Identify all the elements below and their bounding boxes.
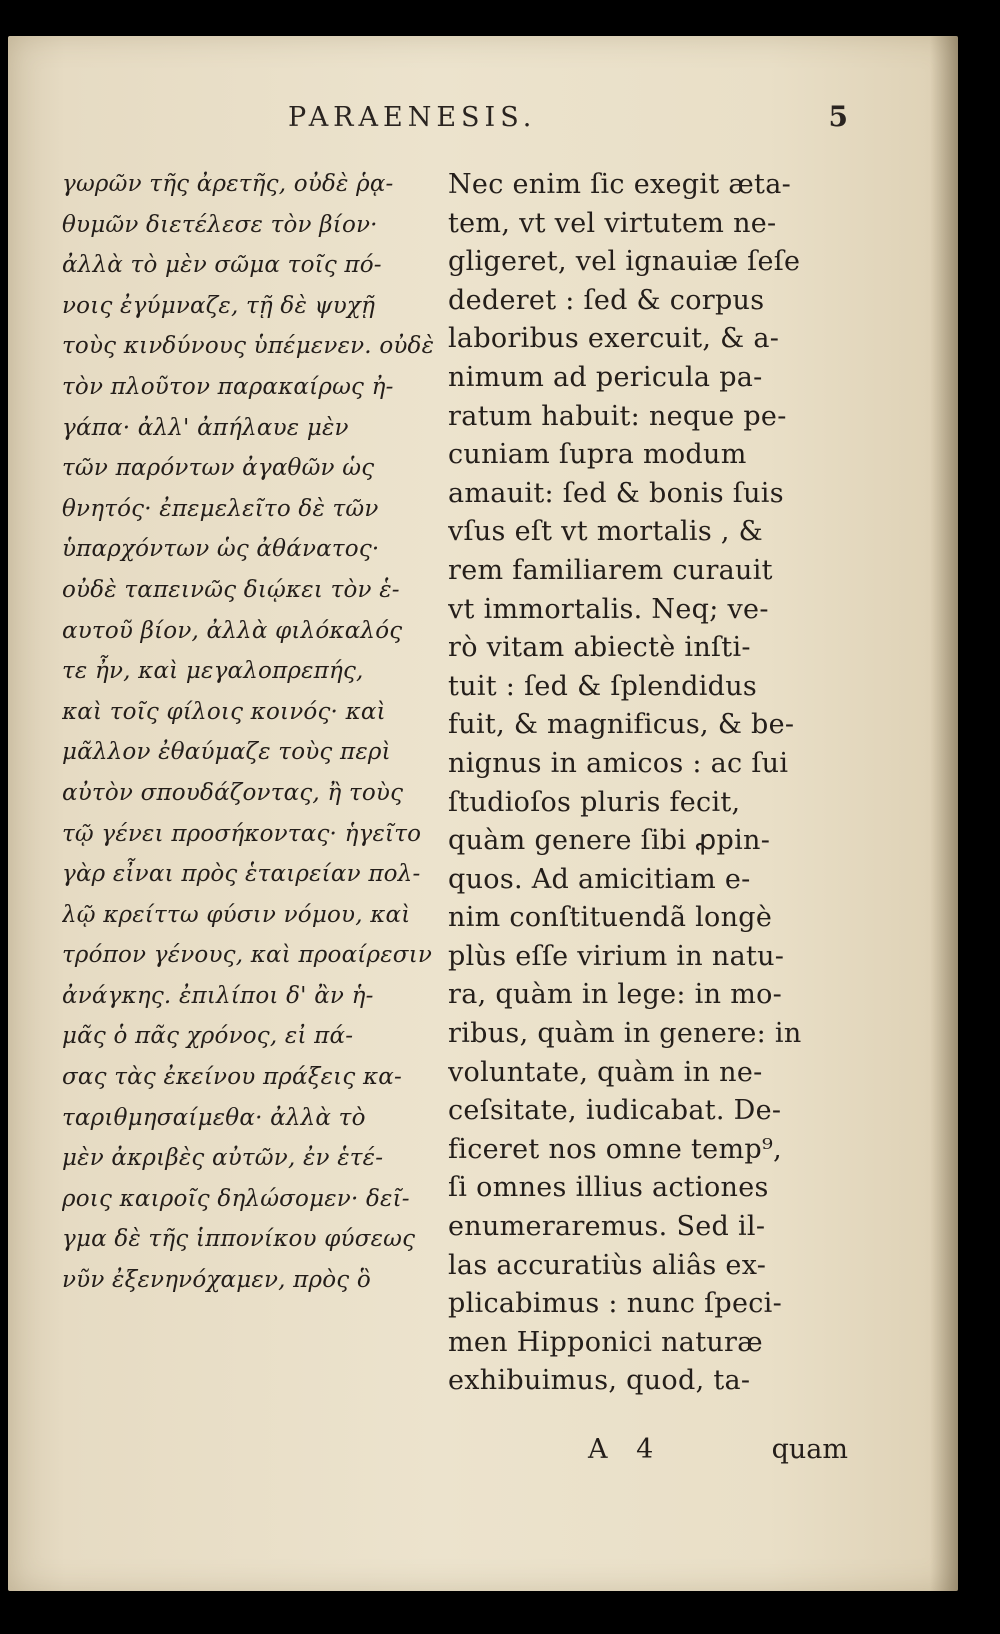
greek-text-column	[62, 164, 447, 1301]
latin-text-line: Nec enim ſic exegit æta-	[448, 169, 792, 200]
greek-text-line: τρόπον γένους, καὶ προαίρεσιν	[62, 942, 433, 969]
greek-text-line: μᾶλλον ἐθαύμαζε τοὺς περὶ	[62, 739, 391, 766]
greek-text-line: ὑπαρχόντων ὡς ἀθάνατος·	[62, 536, 380, 563]
latin-text-line: plicabimus : nunc ſpeci-	[448, 1288, 783, 1320]
latin-text-line: ſi omnes illius actiones	[448, 1172, 769, 1204]
greek-text-line: τὸν πλοῦτον παρακαίρως ἠ-	[62, 373, 394, 400]
page-footer	[588, 1434, 848, 1474]
greek-text-line: νοις ἐγύμναζε, τῇ δὲ ψυχῇ	[62, 292, 376, 319]
latin-text-line: ra, quàm in lege: in mo-	[448, 979, 783, 1011]
latin-text-line: exhibuimus, quod, ta-	[448, 1365, 751, 1397]
greek-text-line: ταριθμησαίμεθα· ἀλλὰ τὸ	[62, 1104, 366, 1131]
latin-text-line: vſus eſt vt mortalis , &	[448, 516, 763, 548]
latin-text-line: rò vitam abiectè inſti-	[448, 632, 751, 664]
greek-text-line: τε ἦν, καὶ μεγαλοπρεπής,	[62, 658, 364, 685]
latin-text-line: dederet : ſed & corpus	[448, 284, 765, 316]
latin-text-line: laboribus exercuit, & a-	[448, 323, 780, 355]
greek-text-line: οὐδὲ ταπεινῶς διῴκει τὸν ἑ-	[62, 576, 400, 603]
greek-text-line: μὲν ἀκριβὲς αὐτῶν, ἐν ἑτέ-	[62, 1145, 384, 1172]
page-number: 5	[828, 100, 848, 133]
latin-text-line: amauit: ſed & bonis ſuis	[448, 477, 784, 509]
latin-text-line: ribus, quàm in genere: in	[448, 1018, 802, 1050]
greek-text-line: ροις καιροῖς δηλώσομεν· δεῖ-	[62, 1185, 410, 1212]
latin-text-line: ficeret nos omne temp⁹,	[448, 1133, 782, 1165]
greek-text-line: θυμῶν διετέλεσε τὸν βίον·	[62, 211, 378, 238]
latin-text-line: voluntate, quàm in ne-	[448, 1056, 763, 1088]
greek-text-line: νῦν ἐξενηνόχαμεν, πρὸς ὃ	[62, 1267, 371, 1294]
latin-text-line: quàm genere ſibi ꝓpin-	[448, 825, 771, 857]
latin-text-line: tem, vt vel virtutem ne-	[448, 207, 777, 239]
greek-text-line: ἀνάγκης. ἐπιλίποι δ' ἂν ἡ-	[62, 982, 374, 1009]
greek-text-line: καὶ τοῖς φίλοις κοινός· καὶ	[62, 698, 386, 725]
latin-text-line: fuit, & magnificus, & be-	[448, 709, 795, 741]
latin-text-line: cuniam ſupra modum	[448, 439, 747, 471]
greek-text-line: μᾶς ὁ πᾶς χρόνος, εἰ πά-	[62, 1023, 354, 1050]
latin-text-line: nimum ad pericula pa-	[448, 361, 763, 393]
latin-text-line: las accuratiùs aliâs ex-	[448, 1249, 767, 1281]
greek-text-line: τοὺς κινδύνους ὑπέμενεν. οὐδὲ	[62, 333, 435, 360]
latin-text-line: gligeret, vel ignauiæ ſeſe	[448, 246, 801, 278]
greek-text-line: γμα δὲ τῆς ἱππονίκου φύσεως	[62, 1226, 416, 1253]
latin-text-line: ratum habuit: neque pe-	[448, 400, 787, 432]
latin-text-line: ſtudioſos pluris fecit,	[448, 786, 741, 818]
book-page	[8, 36, 958, 1591]
latin-text-line: quos. Ad amicitiam e-	[448, 863, 751, 895]
latin-text-line: men Hipponici naturæ	[448, 1326, 763, 1358]
latin-text-column	[448, 166, 858, 1401]
greek-text-line: σας τὰς ἐκείνου πράξεις κα-	[62, 1064, 402, 1091]
greek-text-line: αὐτὸν σπουδάζοντας, ἢ τοὺς	[62, 779, 404, 806]
latin-text-line: rem familiarem curauit	[448, 554, 773, 586]
greek-text-line: γὰρ εἶναι πρὸς ἑταιρείαν πολ-	[62, 861, 421, 888]
greek-text-line: γάπα· ἀλλ' ἀπήλαυε μὲν	[62, 414, 349, 441]
greek-text-line: ἀλλὰ τὸ μὲν σῶμα τοῖς πό-	[62, 252, 382, 279]
greek-text-line: γωρῶν τῆς ἀρετῆς, οὐδὲ ῥᾳ-	[62, 171, 394, 197]
latin-text-line: nignus in amicos : ac ſui	[448, 747, 789, 779]
latin-text-line: plùs eſſe virium in natu-	[448, 940, 785, 972]
greek-text-line: τῶν παρόντων ἀγαθῶν ὡς	[62, 455, 375, 482]
greek-text-line: αυτοῦ βίον, ἀλλὰ φιλόκαλός	[62, 617, 403, 644]
greek-text-line: θνητός· ἐπεμελεῖτο δὲ τῶν	[62, 495, 379, 522]
latin-text-line: tuit : ſed & ſplendidus	[448, 670, 758, 702]
running-head: PARAENESIS.	[288, 102, 537, 133]
latin-text-line: ceſsitate, iudicabat. De-	[448, 1095, 782, 1127]
latin-text-line: nim conſtituendã longè	[448, 902, 773, 934]
latin-text-line: vt immortalis. Neq; ve-	[448, 593, 769, 625]
greek-text-line: λῷ κρείττω φύσιν νόμου, καὶ	[62, 901, 411, 928]
page-header	[288, 102, 848, 142]
greek-text-line: τῷ γένει προσήκοντας· ἡγεῖτο	[62, 820, 422, 847]
latin-text-line: enumeraremus. Sed il-	[448, 1211, 766, 1243]
signature-mark: A 4	[588, 1434, 664, 1465]
catchword: quam	[771, 1434, 848, 1465]
